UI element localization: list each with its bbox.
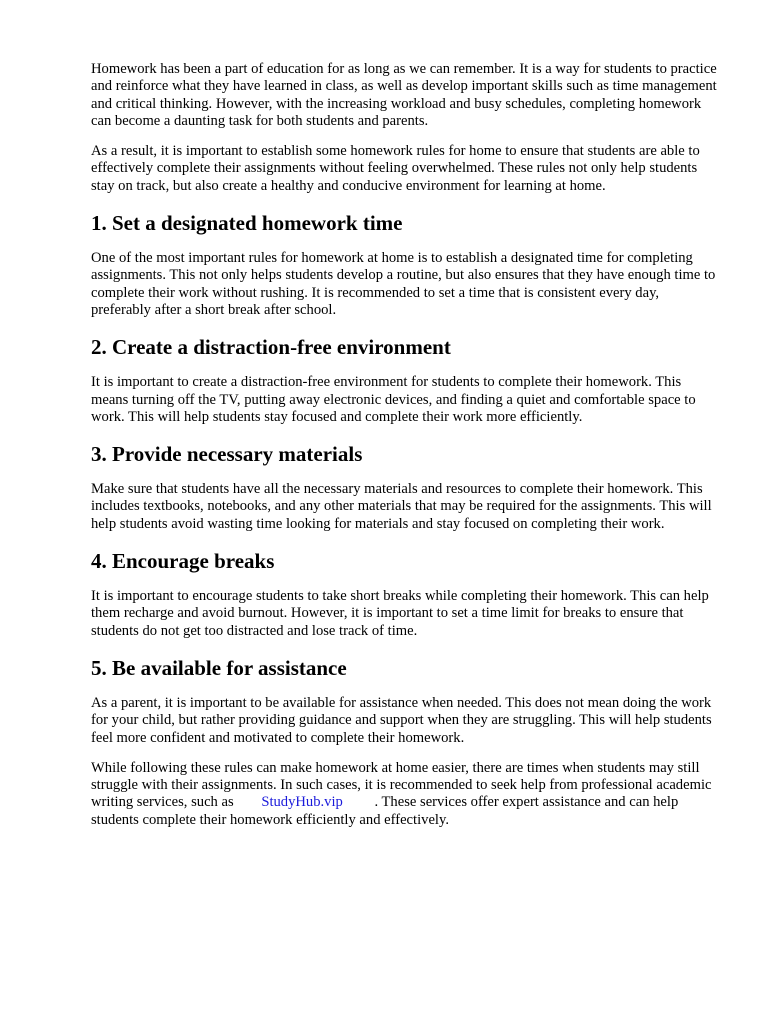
section-1-body: One of the most important rules for homework at home is to establish a designated time for completing assignments. This not only helps students develop a routine, but also ensures that they have enough time to complete their work without rushing. It is recommended to set a time that is consistent every day, preferably after a short break after school. <box>91 250 716 318</box>
section-1-heading: 1. Set a designated homework time <box>91 211 403 236</box>
section-4-body: It is important to encourage students to take short breaks while completing their homework. This can help them recharge and avoid burnout. However, it is important to set a time limit for breaks to ensure that students do not get too distracted and lose track of time. <box>91 588 709 639</box>
section-4-heading: 4. Encourage breaks <box>91 549 275 574</box>
document-page <box>91 61 721 842</box>
section-5-body: As a parent, it is important to be available for assistance when needed. This does not mean doing the work for your child, but rather providing guidance and support when they are struggling. This will help students feel more confident and motivated to complete their homework. <box>91 694 712 746</box>
section-2-heading: 2. Create a distraction-free environment <box>91 335 451 360</box>
section-2-body: It is important to create a distraction-free environment for students to complete their homework. This means turning off the TV, putting away electronic devices, and finding a quiet and comfortable space to work. This will help students stay focused and complete their work more efficiently. <box>91 374 696 425</box>
section-3-heading: 3. Provide necessary materials <box>91 442 363 467</box>
intro-paragraph-1: Homework has been a part of education for as long as we can remember. It is a way for students to practice and reinforce what they have learned in class, as well as develop important skills such as time management and critical thinking. However, with the increasing workload and busy schedules, completing homework can become a daunting task for both students and parents. <box>91 61 717 129</box>
closing-text-before-link: While following these rules can make homework at home easier, there are times when students may still struggle with their assignments. In such cases, it is recommended to seek help from professional academic writing services, such as <box>91 759 712 811</box>
closing-paragraph <box>91 760 721 829</box>
studyhub-link[interactable]: StudyHub.vip <box>261 794 343 811</box>
closing-text-after-link: . These services offer expert assistance and can help students complete their homework efficiently and effectively. <box>91 794 679 828</box>
intro-paragraph-2: As a result, it is important to establish some homework rules for home to ensure that students are able to effectively complete their assignments without feeling overwhelmed. These rules not only help students stay on track, but also create a healthy and conducive environment for learning at home. <box>91 143 700 194</box>
section-3-body: Make sure that students have all the necessary materials and resources to complete their homework. This includes textbooks, notebooks, and any other materials that may be required for the assignments. This will help students avoid wasting time looking for materials and stay focused on completing their work. <box>91 481 712 532</box>
section-5-heading: 5. Be available for assistance <box>91 655 347 680</box>
